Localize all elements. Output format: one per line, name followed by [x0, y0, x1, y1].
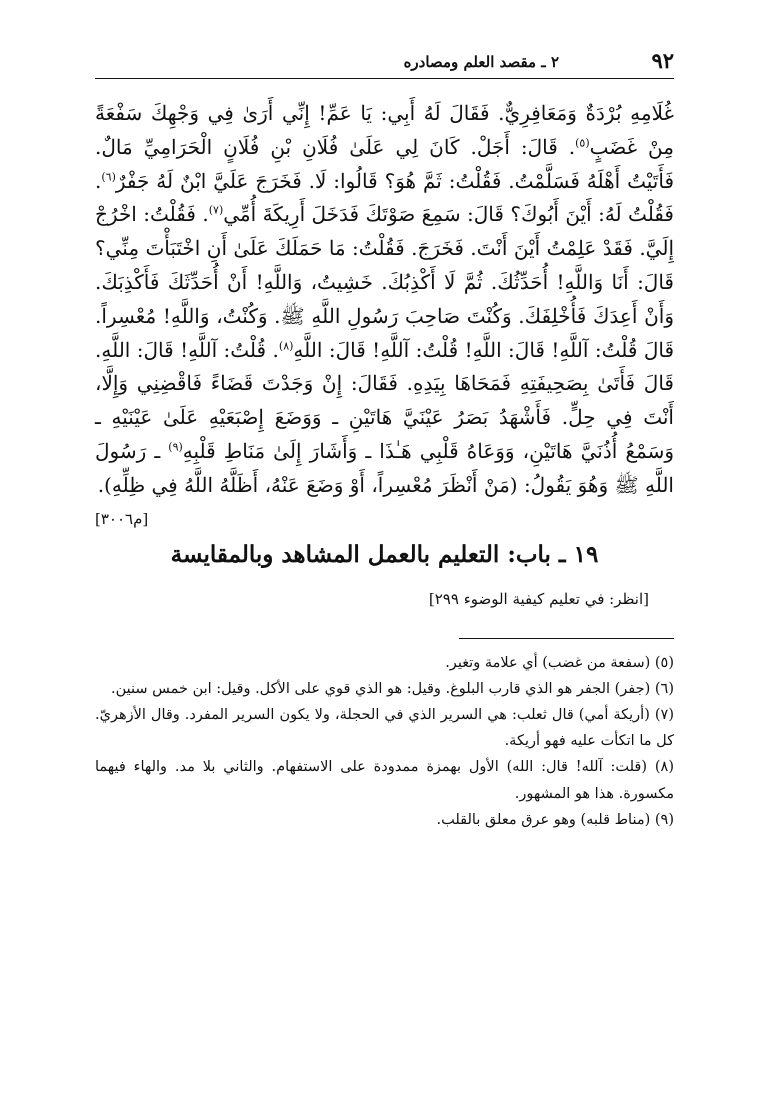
running-header	[95, 44, 674, 79]
footnote-ref-6: (٦)	[101, 169, 116, 183]
footnote-ref-5: (٥)	[575, 136, 590, 150]
hadith-text	[95, 97, 674, 528]
footnote-9: (٩) (مناط قلبه) وهو عرق معلق بالقلب.	[436, 811, 674, 828]
footnote-divider	[459, 638, 674, 639]
footnote-ref-7: (٧)	[208, 203, 224, 217]
footnote-6: (٦) (جفر) الجفر هو الذي قارب البلوغ. وقيل: هو الذي قوي على الأكل. وقيل: ابن خمس سنين.	[110, 680, 674, 697]
footnote-7: (٧) (أريكة أمي) قال ثعلب: هي السرير الذي في الحجلة، ولا يكون السرير المفرد. وقال الأزهريّ. كل ما اتكأت عليه فهو أريكة.	[95, 706, 674, 750]
section-heading: ١٩ ـ باب: التعليم بالعمل المشاهد وبالمقايسة	[170, 540, 599, 568]
footnote-5: (٥) (سفعة من غضب) أي علامة وتغير.	[445, 654, 674, 671]
text-segment: غُلَامِهِ بُرْدَةٌ وَمَعَافِرِيٌّ. فَقَالَ لَهُ أَبِي: يَا عَمِّ! إِنِّي أَرَىٰ فِي وَجْهِكَ سَفْعَةً مِنْ غَضَبٍ	[95, 101, 674, 159]
text-segment: ـ رَسُولَ اللَّهِ ﷺ وَهُوَ يَقُولُ: (مَنْ أَنْظَرَ مُعْسِراً، أَوْ وَضَعَ عَنْهُ، أَظَلَّهُ اللَّهُ فِي ظِلِّهِ).	[95, 438, 674, 497]
text-segment: . قَالَ: أَجَلْ. كَانَ لِي عَلَىٰ فُلَانِ بْنِ فُلَانٍ الْحَرَامِيِّ مَالٌ. فَأَتَيْتُ أَهْلَهُ فَسَلَّمْتُ. فَقُلْتُ: ثَمَّ هُوَ؟ قَالُوا: لَا. فَخَرَجَ عَلَيَّ ابْنٌ لَهُ جَفْرٌ	[95, 134, 674, 193]
footnote-ref-9: (٩)	[168, 440, 183, 454]
page-number: ٩٢	[651, 48, 674, 73]
footnotes	[95, 650, 674, 833]
hadith-reference-code: [م٣٠٠٦]	[95, 509, 149, 528]
chapter-title: ٢ ـ مقصد العلم ومصادره	[403, 53, 559, 71]
text-segment: . قُلْتُ: آللَّهِ! قَالَ: اللَّهِ. قَالَ فَأَتَىٰ بِصَحِيفَتِهِ فَمَحَاهَا بِيَدِهِ. فَقَالَ: إِنْ وَجَدْتَ قَضَاءً فَاقْضِنِي وَإِلَّا، أَنْتَ فِي حِلٍّ. فَأَشْهَدُ بَصَرُ عَيْنَيَّ هَاتَيْنِ ـ وَوَضَعَ إِصْبَعَيْهِ عَلَىٰ عَيْنَيْهِ ـ وَسَمْعُ أُذُنَيَّ هَاتَيْنِ، وَوَعَاهُ قَلْبِي هَـٰذَا ـ وَأَشَارَ إِلَىٰ مَنَاطِ قَلْبِهِ	[95, 337, 674, 463]
book-page	[95, 44, 674, 1065]
footnote-ref-8: (٨)	[278, 338, 294, 352]
section-cross-reference: [انظر: في تعليم كيفية الوضوء ٢٩٩]	[428, 589, 649, 608]
text-segment: . فَقُلْتُ لَهُ: أَيْنَ أَبُوكَ؟ قَالَ: سَمِعَ صَوْتَكَ فَدَخَلَ أَرِيكَةَ أُمِّي	[95, 168, 674, 227]
text-segment: . فَقُلْتُ: اخْرُجْ إِلَيَّ. فَقَدْ عَلِمْتُ أَيْنَ أَنْتَ. فَخَرَجَ. فَقُلْتُ: مَا حَمَلَكَ عَلَىٰ أَنِ اخْتَبَأْتَ مِنِّي؟ قَالَ: أَنَا وَاللَّهِ! أُحَدِّثُكَ. ثُمَّ لَا أَكْذِبُكَ. خَشِيتُ، وَاللَّهِ! أَنْ أُحَدِّثَكَ فَأَكْذِبَكَ. وَأَنْ أَعِدَكَ فَأُخْلِفَكَ. وَكُنْتَ صَاحِبَ رَسُولِ اللَّهِ ﷺ. وَكُنْتُ، وَاللَّهِ! مُعْسِراً. قَالَ قُلْتُ: آللَّهِ! قَالَ: اللَّهِ! قُلْتُ: آللَّهِ! قَالَ: اللَّهِ	[95, 202, 674, 362]
footnote-8: (٨) (قلت: آلله! قال: الله) الأول بهمزة ممدودة على الاستفهام. والثاني بلا مد. والهاء فيهما مكسورة. هذا هو المشهور.	[95, 759, 674, 802]
hadith-paragraph	[95, 97, 674, 528]
